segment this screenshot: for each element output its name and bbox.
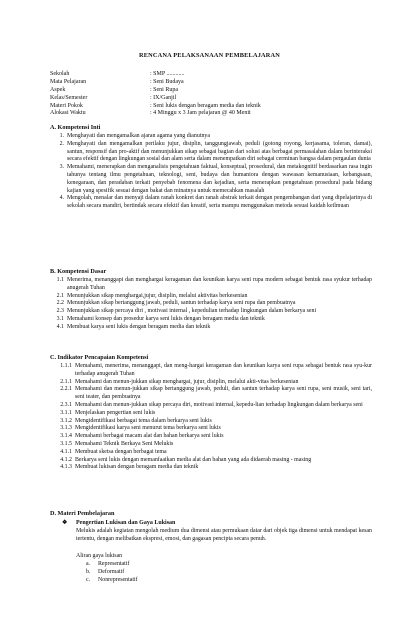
item-text: Membuat sketsa dengan berbagai tema — [75, 448, 167, 455]
item-text: Menunjukkan sikap bertanggung jawab, peduli, santun terhadap karya seni rupa dan pembuatnya — [67, 300, 296, 307]
meta-row — [50, 87, 390, 95]
item-text: Memahami, menerapkan dan menganalisis pengetahuan faktual, konseptual, prosedural, dan metakognitif berdasarkan rasa ingin tahunya tentang ilmu pengetahuan, teknologi, seni, budaya dan humaniora dengan wawasan kemanusiaan, kebangsaan, kenegaraan, dan peradaban terkait penyebab fenomena dan kejadian, serta menerapkan pengetahuan prosedural pada bidang kajian yang spesifik sesuai dengan bakat dan minatnya untuk memecahkan masalah — [67, 164, 372, 194]
item-text: Menerima, menanggapi dan menghargai keragaman dan keunikan karya seni rupa modern sebagai bentuk rasa syukur terhadap anugerah Tuhan — [67, 277, 372, 291]
meta-key: Aspek — [50, 86, 66, 93]
meta-row — [50, 110, 390, 118]
item-text: Memahami, menerima, menanggapi, dan meng-hargai keragaman dan keunikan karya seni rupa sebagai bentuk rasa syu-kur terhadap anugerah Tuhan — [75, 363, 372, 377]
diamond-bullet-icon: ❖ — [62, 520, 68, 526]
item-number: a. — [86, 561, 91, 567]
list-item — [50, 464, 372, 472]
list-item — [50, 433, 372, 441]
list-item — [50, 133, 372, 141]
list-item — [50, 410, 372, 418]
meta-key: Kelas/Semester — [50, 94, 88, 101]
item-number: c. — [86, 576, 91, 583]
item-number: 2.2 — [56, 300, 64, 307]
item-text: Memahami dan menun-jukkan sikap percaya diri, motivasi internal, kepedu-lian terhadap lingkungan dalam berkarya seni — [75, 401, 363, 408]
item-text: Menghayati dan mengamalkan perilaku jujur, disiplin, tanggungjawab, peduli (gotong royong, kerjasama, toleran, damai), santun, responsif dan pro-aktif dan menunjukkan sikap sebagai bagian dari solusi atas berbagai permasalahan dalam berinteraksi secara efektif dengan lingkungan sosial dan alam serta dalam menempatkan diri sebagai cerminan bangsa dalam pergaulan dunia — [67, 140, 372, 163]
meta-row — [50, 71, 390, 79]
item-text: Menjelaskan pengertian seni lukis — [75, 409, 156, 416]
item-text: Memahami berbagai macam alat dan bahan berkarya seni lukis — [75, 433, 224, 440]
item-number: 2.1 — [56, 292, 64, 299]
meta-key: Mata Pelajaran — [50, 78, 87, 85]
item-number: 4.1.3 — [60, 464, 72, 471]
list-item — [50, 386, 372, 402]
list-item — [50, 402, 372, 410]
item-text: Deformatif — [98, 568, 125, 575]
item-number: 2.2.1 — [60, 386, 72, 393]
item-text: Menghayati dan mengamalkan ajaran agama yang dianutnya — [67, 133, 210, 139]
item-text: Nonrepresentatif — [98, 576, 138, 583]
item-number: 2.3 — [56, 308, 64, 315]
list-item — [50, 449, 372, 457]
item-number: 2.3.1 — [60, 401, 72, 408]
item-text: Menunjukkan sikap menghargai,jujur, disiplin, melalui aktivitas berkesenian — [67, 292, 248, 299]
section-a-heading: A. Kompetensi Inti — [50, 124, 101, 131]
item-text: Memahami Teknik Berkaya Seni Melukis — [75, 440, 174, 447]
list-item — [86, 561, 286, 569]
item-number: 3.1.1 — [60, 409, 72, 416]
item-number: 3.1.3 — [60, 425, 72, 432]
item-number: 4.1 — [56, 323, 64, 330]
meta-value: : 4 Minggu x 3 Jam pelajaran @ 40 Menit — [150, 110, 251, 117]
section-a-list — [50, 133, 372, 211]
list-item — [50, 457, 372, 465]
item-text: Membuat karya seni lukis dengan beragam media dan teknik — [67, 323, 211, 330]
section-d-heading: D. Materi Pembelajaran — [50, 510, 115, 517]
item-number: 4.1.1 — [60, 448, 72, 455]
item-number: b. — [86, 568, 91, 575]
meta-value: : Seni Rupa — [150, 86, 178, 93]
styles-label: Aliran gaya lukisan — [76, 553, 123, 559]
item-number: 2.1.1 — [60, 378, 72, 385]
item-number: 4.1.2 — [60, 456, 72, 463]
meta-value: : Seni lukis dengan beragam media dan teknik — [150, 102, 261, 109]
item-number: 1. — [59, 133, 64, 139]
list-item — [86, 577, 286, 585]
item-text: Menunjukkan sikap percaya diri , motivasi internal , kepedulian terhadap lingkungan dalam berkarya seni — [67, 308, 317, 315]
item-text: Memahami dan menun-jukkan sikap bertanggung jawab, peduli, dan santun terhadap karya seni rupa, seni musik, seni tari, seni teater, dan pembuatnya — [75, 386, 372, 401]
meta-key: Alokasi Waktu — [50, 110, 86, 117]
item-text: Mengolah, menalar dan menyaji dalam ranah konkret dan ranah abstrak terkait dengan pengembangan dari yang dipelajarinya di sekolah secara mandiri, bertindak secara efektif dan kreatif, serta mampu menggunakan metoda sesuai kaidah keilmuan — [67, 195, 372, 210]
item-text: Memahami konsep dan prosedur karya seni lukis dengan beragam media dan teknik — [67, 315, 265, 322]
list-item — [50, 425, 372, 433]
item-number: 2. — [59, 140, 64, 147]
item-number: 3. — [59, 164, 64, 171]
item-number: 3.1.2 — [60, 417, 72, 424]
list-item — [50, 441, 372, 449]
item-text: Representatif — [98, 561, 130, 567]
meta-value: : Seni Budaya — [150, 78, 184, 85]
item-text: Mengidentifikasi karya seni menurut tema berkarya seni lukis — [75, 425, 221, 432]
meta-key: Sekolah — [50, 71, 70, 77]
item-number: 3.1.5 — [60, 440, 72, 447]
item-text: Memahami dan menun-jukkan sikap menghargai, jujur, disiplin, melalui akti-vitas berkesenian — [75, 378, 299, 385]
section-c-heading: C. Indikator Pencapaian Kompetensi — [50, 354, 149, 361]
subheading — [62, 519, 175, 527]
list-item — [50, 195, 372, 211]
list-item — [50, 316, 372, 324]
document-title: RENCANA PELAKSANAAN PEMBELAJARAN — [138, 52, 281, 59]
item-number: 1.1.1 — [60, 363, 72, 369]
list-item — [50, 277, 372, 293]
list-item — [86, 569, 286, 577]
styles-list — [86, 561, 286, 584]
meta-row — [50, 79, 390, 87]
item-number: 1.1 — [56, 277, 64, 283]
subheading-text: Pengertian Lukisan dan Gaya Lukisan — [76, 520, 176, 526]
item-number: 4. — [59, 195, 64, 202]
meta-value: : SMP ............ — [150, 71, 185, 77]
list-item — [50, 379, 372, 387]
section-b-list — [50, 277, 372, 332]
list-item — [50, 308, 372, 316]
section-b-heading: B. Kompetensi Dasar — [50, 268, 107, 275]
item-text: Mengidentifikasi berbagai tema dalam berkarya seni lukis — [75, 417, 212, 424]
item-text: Membuat lukisan dengan beragam media dan teknik — [75, 464, 199, 471]
list-item — [50, 363, 372, 379]
section-c-list — [50, 363, 372, 472]
meta-key: Materi Pokok — [50, 102, 83, 109]
meta-row — [50, 103, 390, 111]
identity-table — [50, 71, 390, 118]
item-text: Berkarya seni lukis dengan memanfaatkan media alat dan bahan yang ada didaerah masing - masing — [75, 456, 312, 463]
definition-paragraph: Melukis adalah kegiatan mengolah medium dua dimensi atau permukaan datar dari objek tiga dimensi untuk mendapat kesan tertentu, dengan melibatkan ekspresi, emosi, dan gagasan pencipta secara penuh. — [76, 528, 372, 542]
meta-value: : IX/Ganjil — [150, 94, 177, 101]
item-number: 3.1 — [56, 315, 64, 322]
list-item — [50, 141, 372, 164]
list-item — [50, 300, 372, 308]
list-item — [50, 324, 372, 332]
list-item — [50, 293, 372, 301]
meta-row — [50, 95, 390, 103]
item-number: 3.1.4 — [60, 433, 72, 440]
list-item — [50, 164, 372, 195]
